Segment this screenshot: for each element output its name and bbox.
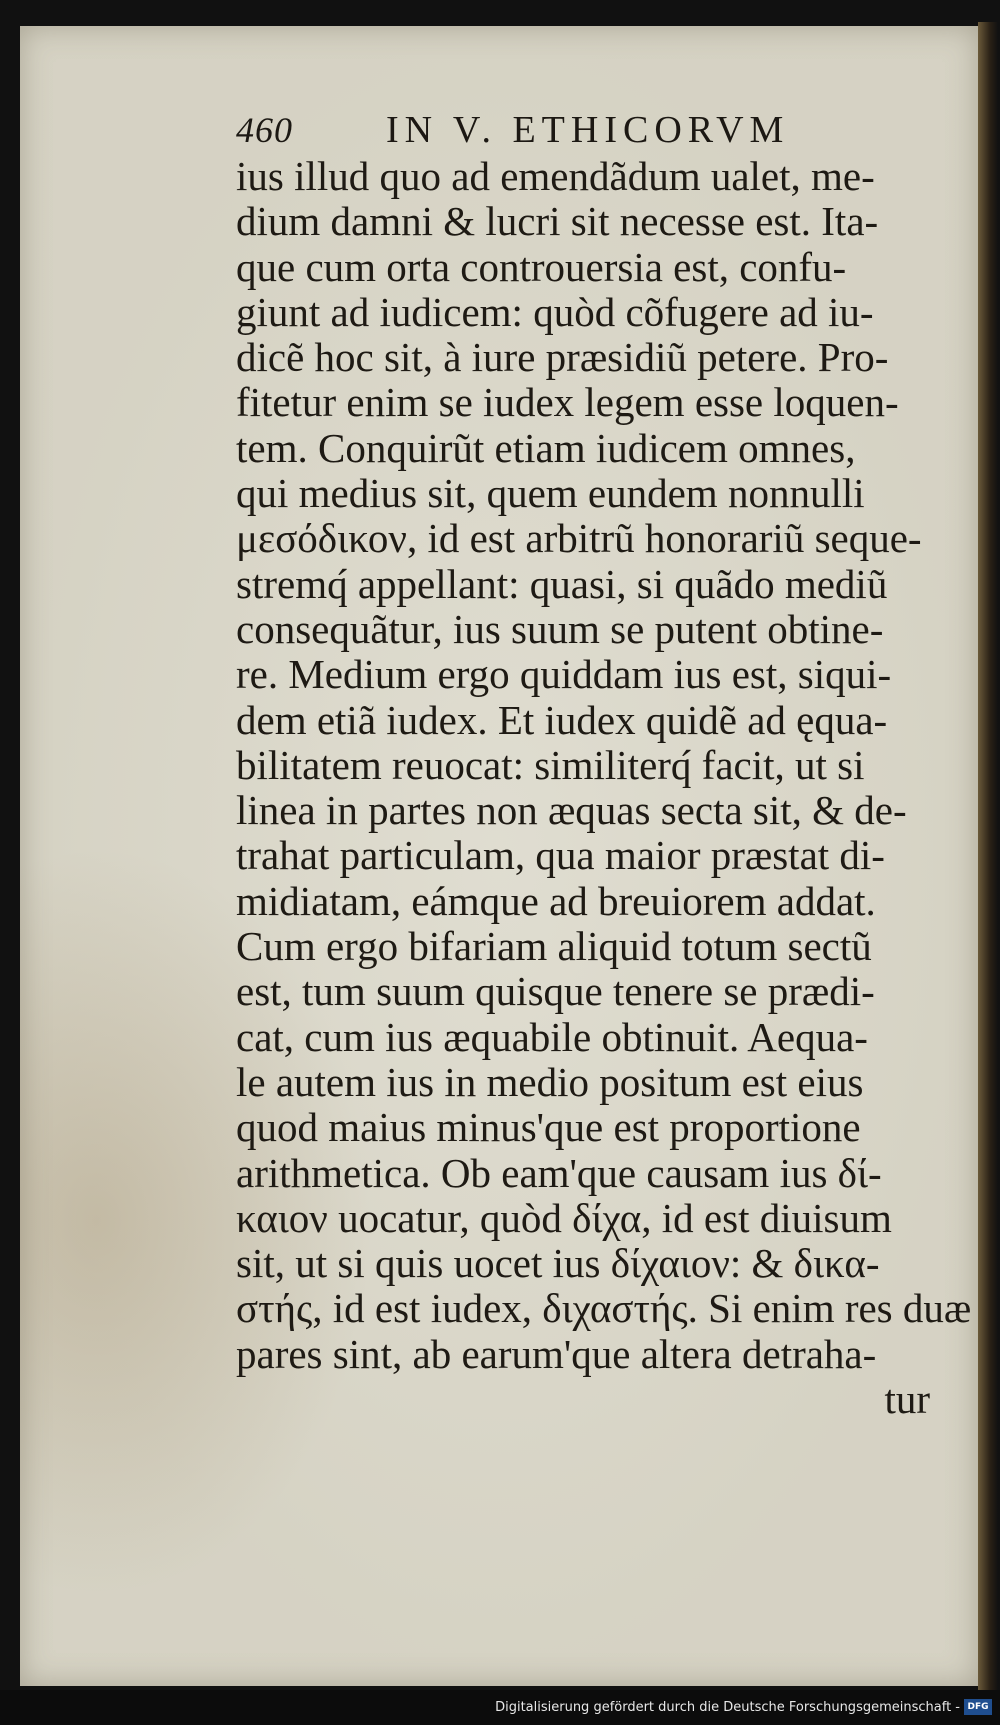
text-line: dem etiã iudex. Et iudex quidẽ ad ęqua- (236, 696, 888, 743)
text-line: le autem ius in medio positum est eius (236, 1058, 864, 1105)
text-line: sit, ut si quis uocet ius δίχαιον: & δικα- (236, 1240, 880, 1287)
text-line: trahat particulam, qua maior præstat di- (236, 832, 885, 879)
text-line: tem. Conquirũt etiam iudicem omnes, (236, 424, 856, 471)
text-line: consequãtur, ius suum se putent obtine- (236, 605, 884, 652)
text-line: quod maius minus'que est proportione (236, 1104, 861, 1151)
text-line: dium damni & lucri sit necesse est. Ita- (236, 198, 879, 245)
text-line: linea in partes non æquas secta sit, & de- (236, 787, 907, 834)
text-line: midiatam, eámque ad breuiorem addat. (236, 877, 876, 924)
text-line: cat, cum ius æquabile obtinuit. Aequa- (236, 1013, 868, 1060)
text-line: dicẽ hoc sit, à iure præsidiũ petere. Pro- (236, 334, 889, 381)
text-line: est, tum suum quisque tenere se prædi- (236, 968, 875, 1015)
text-line: στής, id est iudex, διχαστής. Si enim res duæ (236, 1285, 972, 1332)
dfg-logo-icon: DFG (964, 1699, 992, 1715)
body-text (236, 153, 972, 1423)
text-line: arithmetica. Ob eam'que causam ius δί- (236, 1149, 882, 1196)
page-edge (978, 22, 998, 1690)
footer-bar (0, 1690, 1000, 1725)
catchword: tur (884, 1376, 930, 1423)
text-line: pares sint, ab earum'que altera detraha- (236, 1330, 877, 1377)
text-line: que cum orta controuersia est, confu- (236, 243, 847, 290)
text-line: μεσόδικον, id est arbitrũ honorariũ seque- (236, 515, 922, 562)
text-line: stremq́ appellant: quasi, si quãdo mediũ (236, 560, 888, 607)
text-line: qui medius sit, quem eundem nonnulli (236, 470, 865, 517)
running-head: IN V. ETHICORVM (386, 109, 790, 151)
text-line: ius illud quo ad emendãdum ualet, me- (236, 153, 875, 199)
text-line: giunt ad iudicem: quòd cõfugere ad iu- (236, 288, 874, 335)
page-number: 460 (236, 110, 293, 150)
funding-notice: Digitalisierung gefördert durch die Deutsche Forschungsgemeinschaft - (495, 1700, 960, 1715)
text-line: καιον uocatur, quòd δίχα, id est diuisum (236, 1194, 892, 1241)
text-line: re. Medium ergo quiddam ius est, siqui- (236, 651, 892, 698)
text-line: Cum ergo bifariam aliquid totum sectũ (236, 923, 872, 970)
page-header (236, 108, 856, 154)
text-line: fitetur enim se iudex legem esse loquen- (236, 379, 899, 426)
text-line: bilitatem reuocat: similiterq́ facit, ut si (236, 741, 865, 788)
